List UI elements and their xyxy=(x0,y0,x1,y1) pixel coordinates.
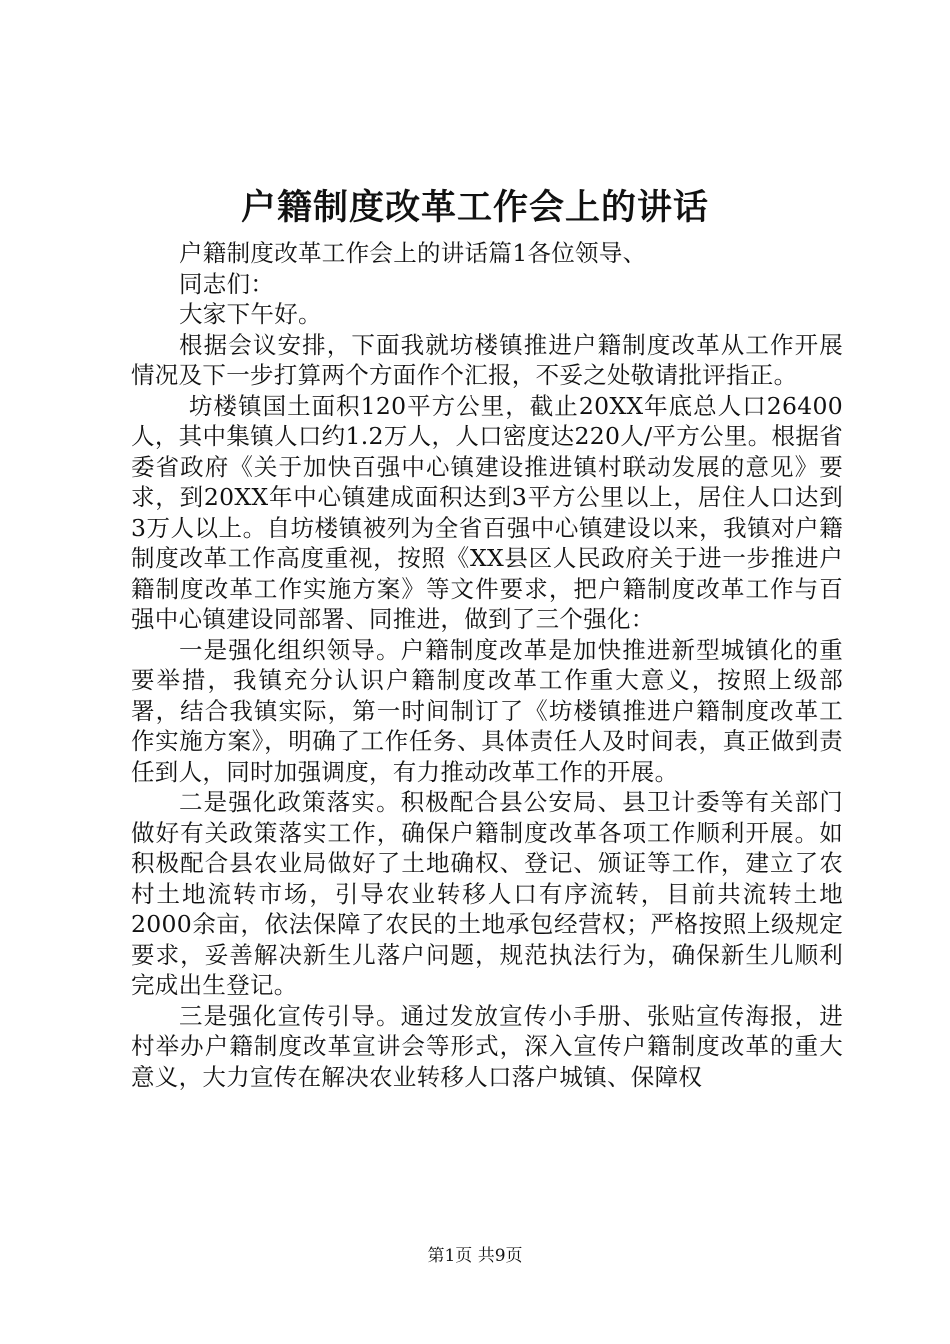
paragraph-point-one: 一是强化组织领导。户籍制度改革是加快推进新型城镇化的重要举措，我镇充分认识户籍制度改革工作重大意义，按照上级部署，结合我镇实际，第一时间制订了《坊楼镇推进户籍制度改革工作实施方案》，明确了工作任务、具体责任人及时间表，真正做到责任到人，同时加强调度，有力推动改革工作的开展。 xyxy=(131,635,843,786)
paragraph-town-overview: 坊楼镇国土面积120平方公里，截止20XX年底总人口26400人，其中集镇人口约1.2万人，人口密度达220人/平方公里。根据省委省政府《关于加快百强中心镇建设推进镇村联动发展的意见》要求，到20XX年中心镇建成面积达到3平方公里以上，居住人口达到3万人以上。自坊楼镇被列为全省百强中心镇建设以来，我镇对户籍制度改革工作高度重视，按照《XX县区人民政府关于进一步推进户籍制度改革工作实施方案》等文件要求，把户籍制度改革工作与百强中心镇建设同部署、同推进，做到了三个强化： xyxy=(131,391,843,633)
page-number-footer: 第1页 共9页 xyxy=(427,1246,523,1266)
paragraph-intro: 根据会议安排，下面我就坊楼镇推进户籍制度改革从工作开展情况及下一步打算两个方面作个汇报，不妥之处敬请批评指正。 xyxy=(131,330,843,389)
document-body xyxy=(131,238,843,1092)
paragraph-point-three: 三是强化宣传引导。通过发放宣传小手册、张贴宣传海报，进村举办户籍制度改革宣讲会等形式，深入宣传户籍制度改革的重大意义，大力宣传在解决农业转移人口落户城镇、保障权 xyxy=(131,1001,843,1091)
paragraph-heading-line: 户籍制度改革工作会上的讲话篇1各位领导、 xyxy=(179,239,647,267)
paragraph-point-two: 二是强化政策落实。积极配合县公安局、县卫计委等有关部门做好有关政策落实工作，确保户籍制度改革各项工作顺利开展。如积极配合县农业局做好了土地确权、登记、颁证等工作，建立了农村土地流转市场，引导农业转移人口有序流转，目前共流转土地2000余亩，依法保障了农民的土地承包经营权；严格按照上级规定要求，妥善解决新生儿落户问题，规范执法行为，确保新生儿顺利完成出生登记。 xyxy=(131,788,843,999)
paragraph-greeting: 大家下午好。 xyxy=(179,300,322,328)
document-title: 户籍制度改革工作会上的讲话 xyxy=(240,187,709,228)
paragraph-salutation: 同志们： xyxy=(179,269,275,298)
